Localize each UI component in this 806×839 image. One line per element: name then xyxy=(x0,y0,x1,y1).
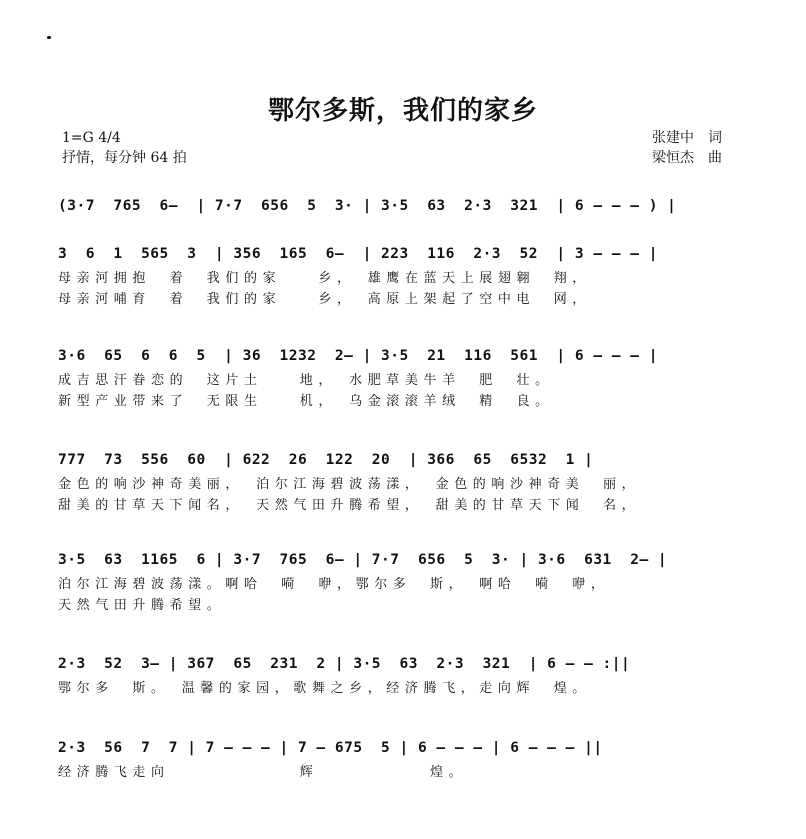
score-system-4 xyxy=(58,546,758,616)
notation-line: 3·6 65 6 6 5 | 36 1232 2— | 3·5 21 116 561 | 6 — — — | xyxy=(58,348,658,364)
lyric-verse-1: 母亲河拥抱 着 我们的家 乡， 雄鹰在蓝天上展翅翱 翔， xyxy=(58,271,591,286)
lyric-verse-2: 新型产业带来了 无限生 机， 乌金滚滚羊绒 精 良。 xyxy=(58,394,554,409)
lyric-verse-2: 甜美的甘草天下闻名， 天然气田升腾希望， 甜美的甘草天下闻 名， xyxy=(58,498,641,513)
notation-line: 3·5 63 1165 6 | 3·7 765 6— | 7·7 656 5 3· | 3·6 631 2— | xyxy=(58,552,668,568)
score-system-1 xyxy=(58,240,758,310)
score-system-2 xyxy=(58,342,758,412)
lyric-verse-1: 金色的响沙神奇美丽， 泊尔江海碧波荡漾， 金色的响沙神奇美 丽， xyxy=(58,477,641,492)
score-system-6 xyxy=(58,734,758,783)
score-system-3 xyxy=(58,446,758,516)
lyric-line: 鄂尔多 斯。 温馨的家园，歌舞之乡，经济腾飞，走向辉 煌。 xyxy=(58,681,591,696)
song-title: 鄂尔多斯，我们的家乡 xyxy=(267,96,538,126)
notation-line: 777 73 556 60 | 622 26 122 20 | 366 65 6532 1 | xyxy=(58,452,594,468)
tempo-marking: 抒情，每分钟 64 拍 xyxy=(62,150,187,166)
notation-line: 3 6 1 565 3 | 356 165 6— | 223 116 2·3 52 | 3 — — — | xyxy=(58,246,658,262)
score-system-5 xyxy=(58,650,758,699)
song-meta-left xyxy=(62,128,187,168)
notation-line: 2·3 52 3— | 367 65 231 2 | 3·5 63 2·3 321 | 6 — — :|| xyxy=(58,656,631,672)
song-credits xyxy=(652,128,722,168)
notation-line: 2·3 56 7 7 | 7 — — — | 7 — 675 5 | 6 — — — | 6 — — — || xyxy=(58,740,603,756)
lyric-verse-1: 成吉思汗眷恋的 这片土 地， 水肥草美牛羊 肥 壮。 xyxy=(58,373,554,388)
lyricist-credit: 张建中 词 xyxy=(652,130,722,146)
lyric-line: 经济腾飞走向 辉 煌。 xyxy=(58,765,468,780)
corner-mark xyxy=(47,36,51,39)
key-time-signature: 1=G 4/4 xyxy=(62,130,121,146)
lyric-verse-1: 泊尔江海碧波荡漾。啊哈 嗬 咿，鄂尔多 斯， 啊哈 嗬 咿， xyxy=(58,577,610,592)
lyric-verse-2: 母亲河哺育 着 我们的家 乡， 高原上架起了空中电 网， xyxy=(58,292,591,307)
score-system-intro xyxy=(58,192,758,220)
notation-line: (3·7 765 6— | 7·7 656 5 3· | 3·5 63 2·3 321 | 6 — — — ) | xyxy=(58,198,677,214)
composer-credit: 梁恒杰 曲 xyxy=(652,150,722,166)
lyric-verse-2: 天然气田升腾希望。 xyxy=(58,598,226,613)
